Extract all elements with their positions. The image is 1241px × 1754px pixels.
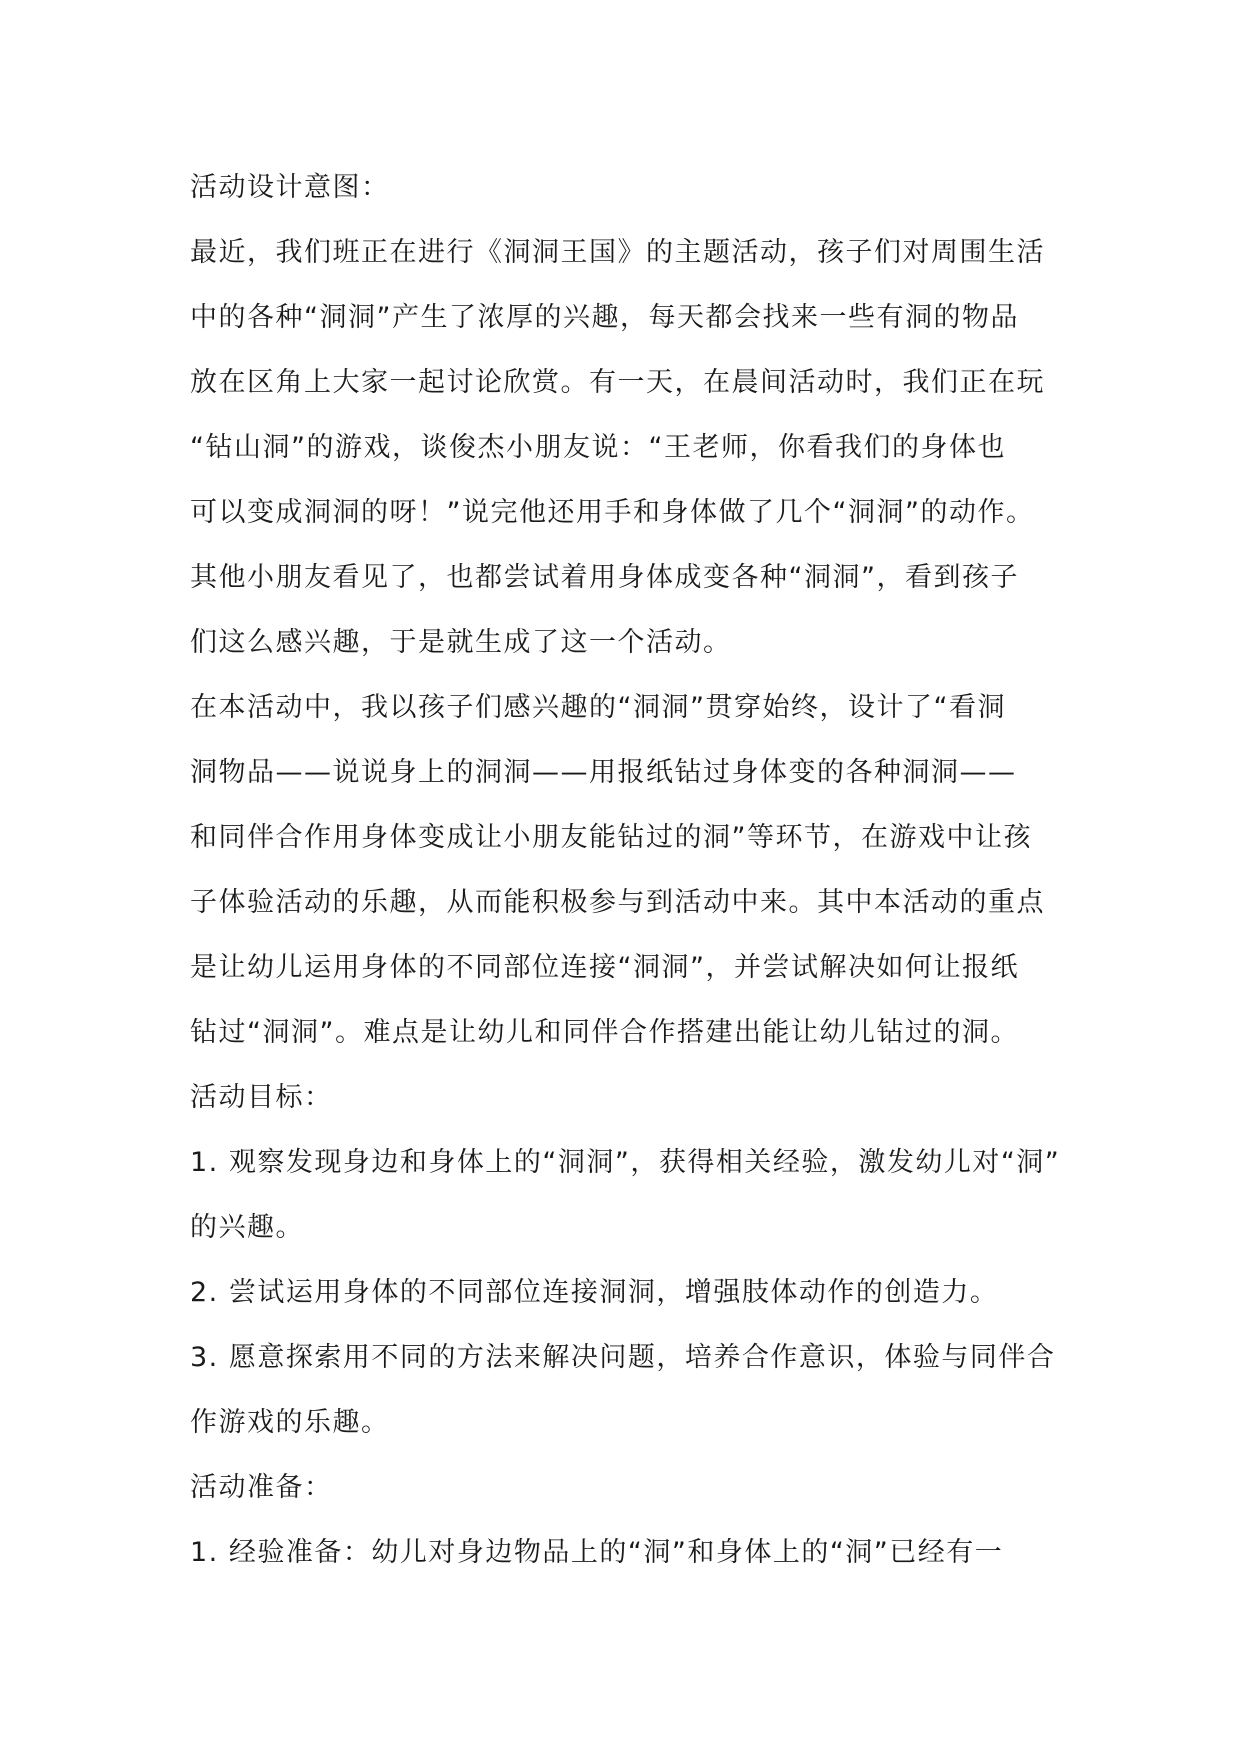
paragraph-line: 可以变成洞洞的呀！”说完他还用手和身体做了几个“洞洞”的动作。 bbox=[190, 497, 1035, 528]
section-heading-activity-goals: 活动目标： bbox=[190, 1082, 333, 1113]
paragraph-line: 是让幼儿运用身体的不同部位连接“洞洞”，并尝试解决如何让报纸 bbox=[190, 952, 1019, 983]
paragraph-line: 洞物品——说说身上的洞洞——用报纸钻过身体变的各种洞洞—— bbox=[190, 757, 1017, 788]
goal-item-1: 1. 观察发现身边和身体上的“洞洞”，获得相关经验，激发幼儿对“洞” bbox=[190, 1147, 1061, 1178]
section-heading-design-intent: 活动设计意图： bbox=[190, 172, 390, 203]
paragraph-line: 子体验活动的乐趣，从而能积极参与到活动中来。其中本活动的重点 bbox=[190, 887, 1045, 918]
goal-item-3: 3. 愿意探索用不同的方法来解决问题，培养合作意识，体验与同伴合 bbox=[190, 1342, 1056, 1373]
paragraph-line: 和同伴合作用身体变成让小朋友能钻过的洞”等环节，在游戏中让孩 bbox=[190, 822, 1032, 853]
preparation-item-1: 1. 经验准备：幼儿对身边物品上的“洞”和身体上的“洞”已经有一 bbox=[190, 1537, 1004, 1568]
paragraph-line: 在本活动中，我以孩子们感兴趣的“洞洞”贯穿始终，设计了“看洞 bbox=[190, 692, 1006, 723]
paragraph-line: 放在区角上大家一起讨论欣赏。有一天，在晨间活动时，我们正在玩 bbox=[190, 367, 1045, 398]
paragraph-line: 其他小朋友看见了，也都尝试着用身体成变各种“洞洞”，看到孩子 bbox=[190, 562, 1019, 593]
paragraph-line: 中的各种“洞洞”产生了浓厚的兴趣，每天都会找来一些有洞的物品 bbox=[190, 302, 1019, 333]
goal-item-2: 2. 尝试运用身体的不同部位连接洞洞，增强肢体动作的创造力。 bbox=[190, 1277, 999, 1308]
goal-item-1-continued: 的兴趣。 bbox=[190, 1212, 304, 1243]
paragraph-line: 钻过“洞洞”。难点是让幼儿和同伴合作搭建出能让幼儿钻过的洞。 bbox=[190, 1017, 1019, 1048]
paragraph-line: “钻山洞”的游戏，谈俊杰小朋友说：“王老师，你看我们的身体也 bbox=[190, 432, 1006, 463]
paragraph-line: 们这么感兴趣，于是就生成了这一个活动。 bbox=[190, 627, 732, 658]
paragraph-line: 最近，我们班正在进行《洞洞王国》的主题活动，孩子们对周围生活 bbox=[190, 237, 1045, 268]
section-heading-activity-preparation: 活动准备： bbox=[190, 1472, 333, 1503]
goal-item-3-continued: 作游戏的乐趣。 bbox=[190, 1407, 390, 1438]
